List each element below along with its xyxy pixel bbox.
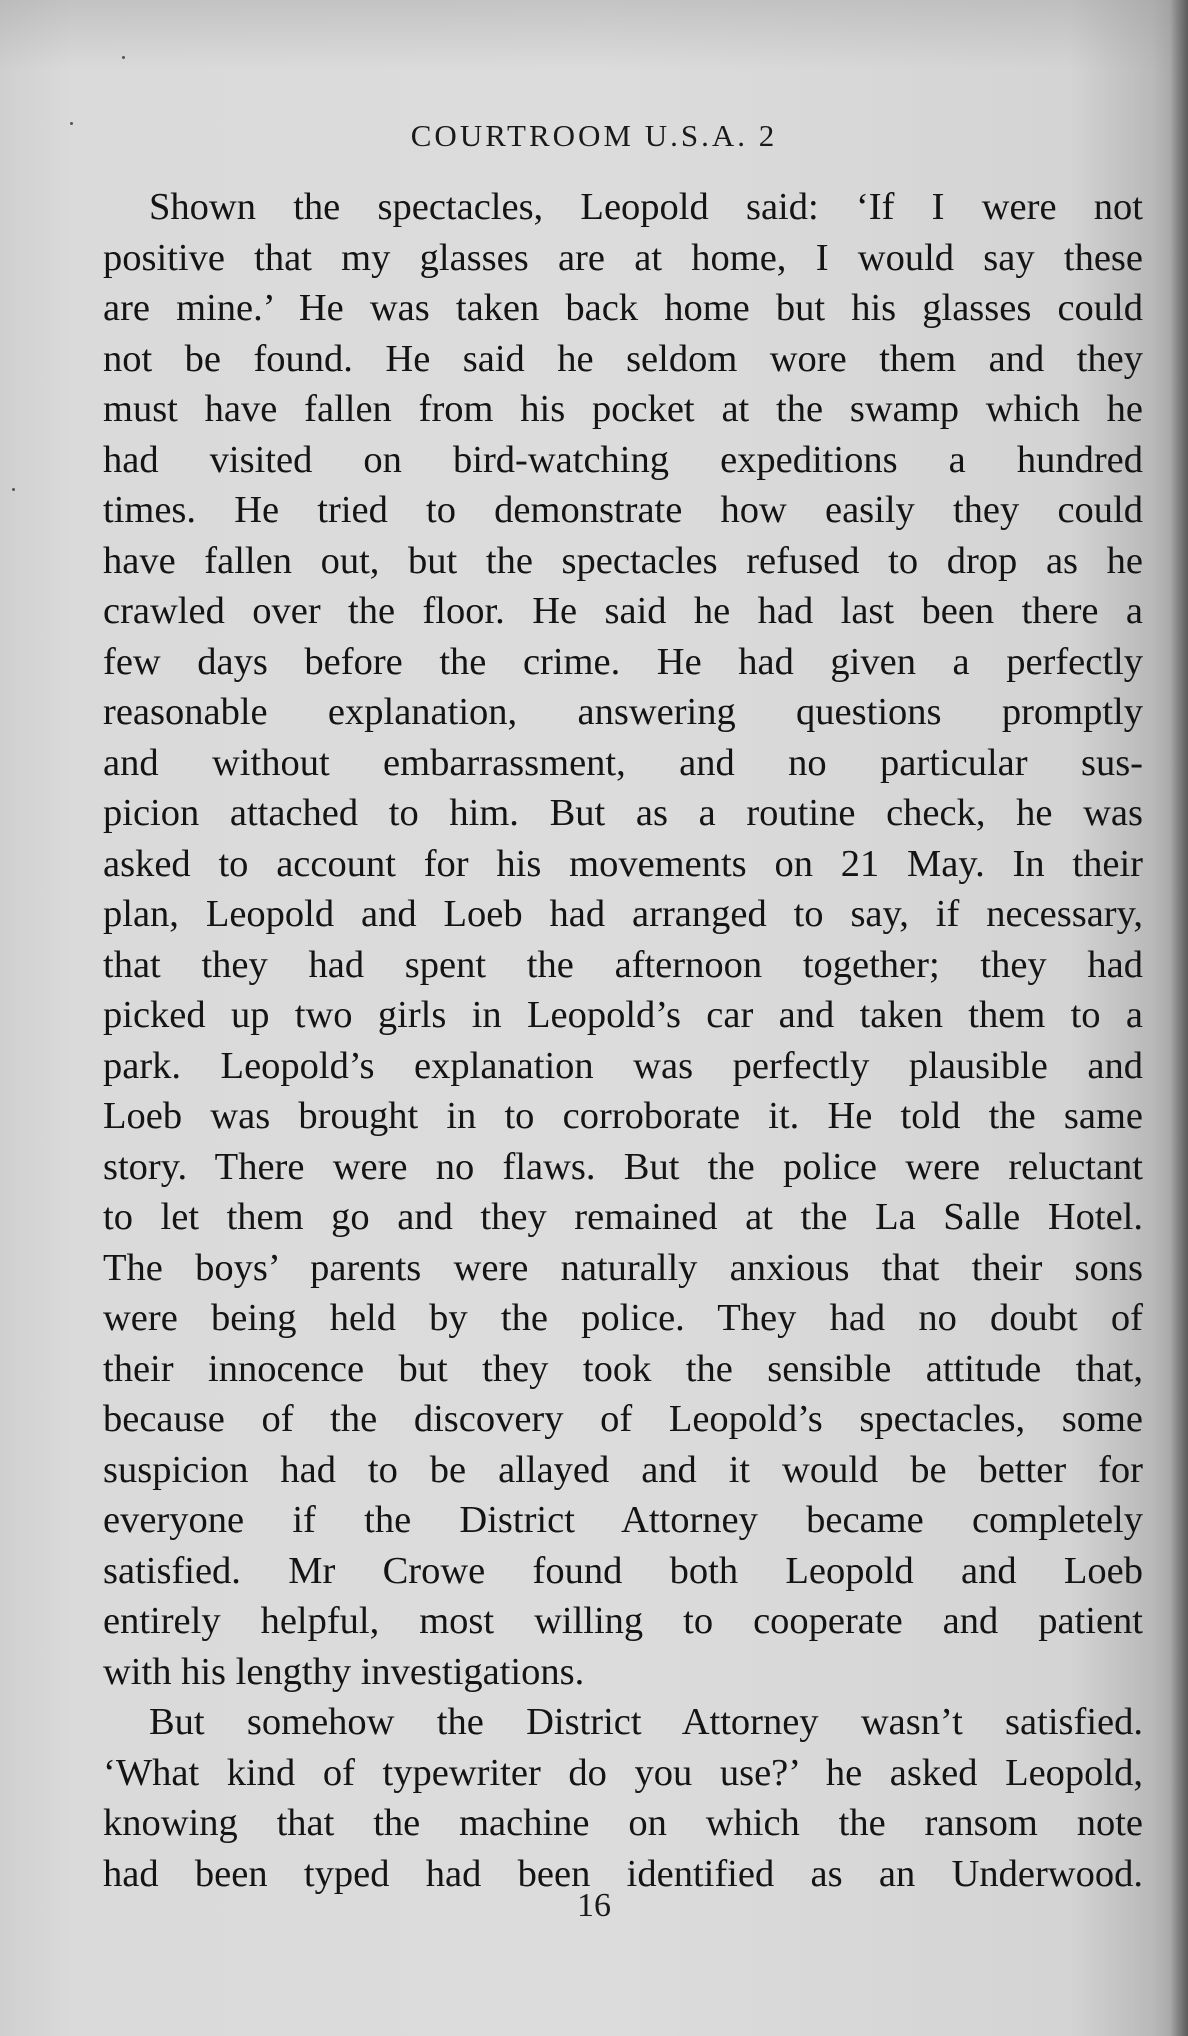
text-line: The boys’ parents were naturally anxious that their sons bbox=[103, 1246, 1143, 1289]
text-line: and without embarrassment, and no particular sus- bbox=[103, 741, 1143, 784]
text-line: satisfied. Mr Crowe found both Leopold and Loeb bbox=[103, 1549, 1143, 1592]
text-line: were being held by the police. They had no doubt of bbox=[103, 1297, 1143, 1339]
print-speck bbox=[122, 56, 125, 59]
paragraph bbox=[103, 182, 1143, 1697]
text-line: because of the discovery of Leopold’s spectacles, some bbox=[103, 1398, 1143, 1440]
text-line: park. Leopold’s explanation was perfectly plausible and bbox=[103, 1044, 1143, 1087]
text-line: with his lengthy investigations. bbox=[103, 1650, 585, 1693]
text-line: to let them go and they remained at the La Salle Hotel. bbox=[103, 1196, 1143, 1238]
text-line: Loeb was brought in to corroborate it. He told the same bbox=[103, 1095, 1143, 1137]
text-line: times. He tried to demonstrate how easily they could bbox=[103, 489, 1143, 531]
text-line: entirely helpful, most willing to cooperate and patient bbox=[103, 1600, 1143, 1642]
text-line: had been typed had been identified as an Underwood. bbox=[103, 1852, 1143, 1895]
text-line: knowing that the machine on which the ransom note bbox=[103, 1802, 1143, 1844]
text-line: suspicion had to be allayed and it would be better for bbox=[103, 1448, 1143, 1491]
text-line: had visited on bird-watching expeditions a hundred bbox=[103, 438, 1143, 481]
text-line: not be found. He said he seldom wore them and they bbox=[103, 337, 1143, 380]
text-line: that they had spent the afternoon together; they had bbox=[103, 943, 1143, 986]
text-line: But somehow the District Attorney wasn’t satisfied. bbox=[149, 1701, 1143, 1743]
text-line: everyone if the District Attorney became completely bbox=[103, 1499, 1143, 1541]
page-number: 16 bbox=[577, 1887, 611, 1924]
text-line: picked up two girls in Leopold’s car and taken them to a bbox=[103, 994, 1143, 1036]
body-text bbox=[103, 182, 1143, 1899]
text-line: asked to account for his movements on 21 May. In their bbox=[103, 842, 1143, 885]
text-line: positive that my glasses are at home, I would say these bbox=[103, 236, 1143, 279]
text-line: their innocence but they took the sensible attitude that, bbox=[103, 1347, 1143, 1390]
print-speck bbox=[12, 488, 15, 491]
text-line: plan, Leopold and Loeb had arranged to say, if necessary, bbox=[103, 893, 1143, 935]
paragraph bbox=[103, 1697, 1143, 1899]
text-line: ‘What kind of typewriter do you use?’ he asked Leopold, bbox=[103, 1751, 1143, 1794]
text-line: Shown the spectacles, Leopold said: ‘If I were not bbox=[149, 186, 1143, 228]
running-head: COURTROOM U.S.A. 2 bbox=[410, 118, 778, 153]
text-line: few days before the crime. He had given a perfectly bbox=[103, 640, 1143, 683]
text-line: picion attached to him. But as a routine check, he was bbox=[103, 792, 1143, 834]
text-line: must have fallen from his pocket at the swamp which he bbox=[103, 388, 1143, 430]
text-line: reasonable explanation, answering questions promptly bbox=[103, 691, 1143, 733]
text-line: have fallen out, but the spectacles refused to drop as he bbox=[103, 539, 1143, 582]
text-line: crawled over the floor. He said he had last been there a bbox=[103, 590, 1143, 632]
text-line: story. There were no flaws. But the police were reluctant bbox=[103, 1145, 1143, 1188]
text-line: are mine.’ He was taken back home but his glasses could bbox=[103, 287, 1143, 329]
